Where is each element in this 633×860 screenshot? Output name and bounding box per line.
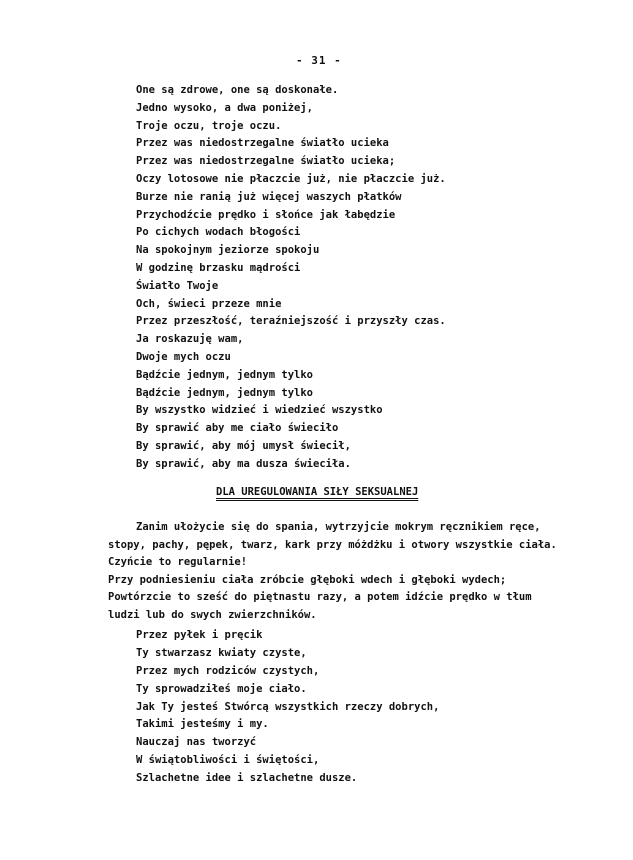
poem-two xyxy=(136,627,439,788)
poem-line: Troje oczu, troje oczu. xyxy=(136,119,282,132)
poem-line: Ja roskazuję wam, xyxy=(136,333,244,346)
poem-line: Przez was niedostrzegalne światło ucieka; xyxy=(136,155,396,168)
poem-line: Po cichych wodach błogości xyxy=(136,226,301,239)
prose-line: Powtórzcie to sześć do piętnastu razy, a potem idźcie prędko w tłum xyxy=(108,591,532,604)
poem-line: Ty sprowadziłeś moje ciało. xyxy=(136,682,307,695)
poem-line: Nauczaj nas tworzyć xyxy=(136,736,257,749)
poem-line: Och, świeci przeze mnie xyxy=(136,297,282,310)
prose-line: stopy, pachy, pępek, twarz, kark przy móżdżku i otwory wszystkie ciała. xyxy=(108,538,557,551)
poem-line: Burze nie ranią już więcej waszych płatków xyxy=(136,190,402,203)
poem-line: Przez pyłek i pręcik xyxy=(136,629,263,641)
poem-line: One są zdrowe, one są doskonałe. xyxy=(136,84,339,96)
poem-line: Przychodźcie prędko i słońce jak łabędzie xyxy=(136,208,396,221)
poem-line: W godzinę brzasku mądrości xyxy=(136,261,301,274)
poem-line: Przez przeszłość, teraźniejszość i przyszły czas. xyxy=(136,315,446,328)
poem-line: By wszystko widzieć i wiedzieć wszystko xyxy=(136,404,383,417)
poem-line: Jedno wysoko, a dwa poniżej, xyxy=(136,101,314,114)
poem-one xyxy=(136,82,446,474)
poem-line: Jak Ty jesteś Stwórcą wszystkich rzeczy dobrych, xyxy=(136,700,440,713)
poem-line: Ty stwarzasz kwiaty czyste, xyxy=(136,646,307,659)
poem-line: Dwoje mych oczu xyxy=(136,350,231,363)
poem-line: Szlachetne idee i szlachetne dusze. xyxy=(136,772,358,785)
poem-line: Przez mych rodziców czystych, xyxy=(136,664,320,677)
poem-line: By sprawić, aby mój umysł świecił, xyxy=(136,439,351,452)
poem-line: Światło Twoje xyxy=(136,279,219,292)
poem-line: Bądźcie jednym, jednym tylko xyxy=(136,368,314,381)
prose-line: Zanim ułożycie się do spania, wytrzyjcie mokrym ręcznikiem ręce, xyxy=(136,521,541,533)
poem-line: W świątobliwości i świętości, xyxy=(136,754,320,767)
poem-line: Bądźcie jednym, jednym tylko xyxy=(136,386,314,399)
section-heading: DLA UREGULOWANIA SIŁY SEKSUALNEJ xyxy=(216,486,419,498)
prose-paragraph xyxy=(108,519,557,625)
prose-line: ludzi lub do swych zwierzchników. xyxy=(108,608,317,621)
prose-line: Czyńcie to regularnie! xyxy=(108,556,248,569)
poem-line: By sprawić, aby ma dusza świeciła. xyxy=(136,457,351,470)
page-number: - 31 - xyxy=(296,54,342,67)
poem-line: By sprawić aby me ciało świeciło xyxy=(136,422,339,435)
poem-line: Takimi jesteśmy i my. xyxy=(136,718,269,731)
poem-line: Przez was niedostrzegalne światło ucieka xyxy=(136,137,389,150)
poem-line: Oczy lotosowe nie płaczcie już, nie płaczcie już. xyxy=(136,172,446,185)
prose-line: Przy podniesieniu ciała zróbcie głęboki wdech i głęboki wydech; xyxy=(108,573,507,586)
poem-line: Na spokojnym jeziorze spokoju xyxy=(136,244,320,257)
